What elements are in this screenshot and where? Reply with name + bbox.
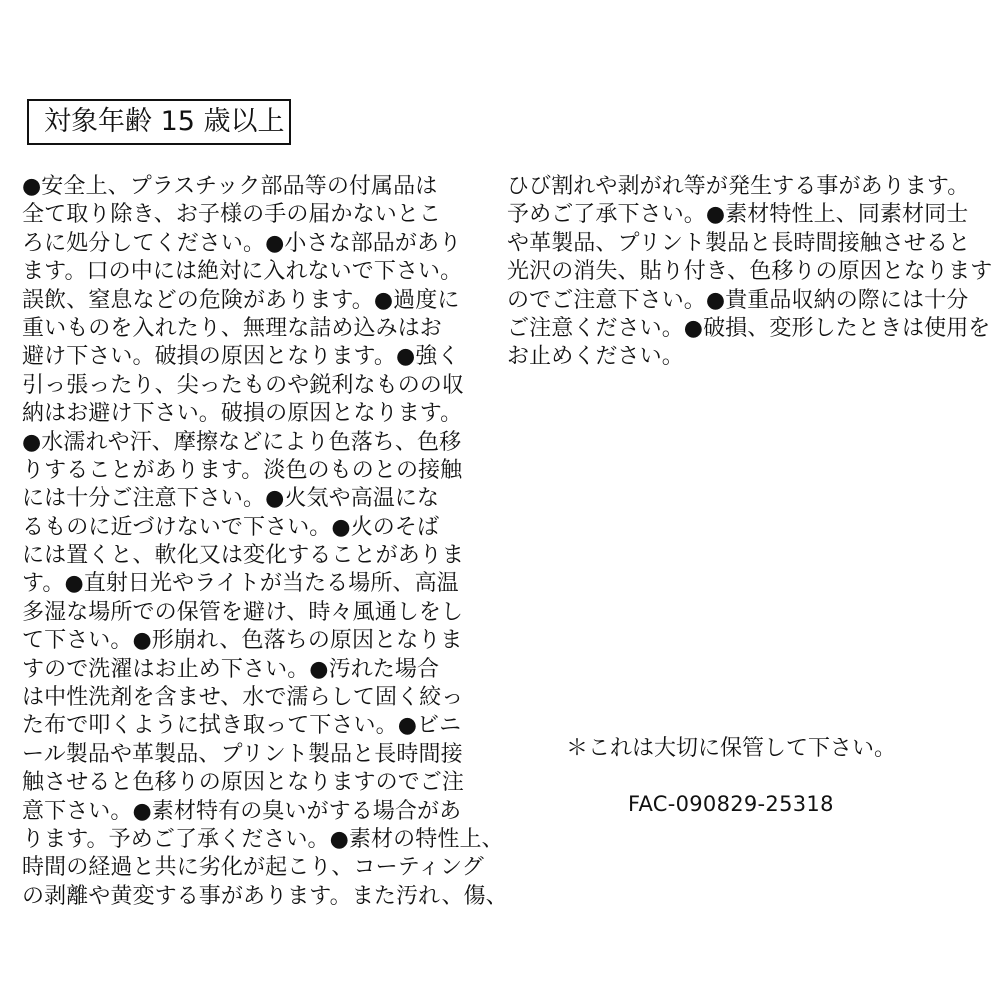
caution-line: の剥離や黄変する事があります。また汚れ、傷、 — [22, 883, 508, 909]
caution-line: 意下さい。●素材特有の臭いがする場合があ — [22, 798, 462, 824]
caution-line: 避け下さい。破損の原因となります。●強く — [22, 344, 460, 370]
caution-line: 予めご了承下さい。●素材特性上、同素材同士 — [507, 202, 969, 228]
caution-line: す。●直射日光やライトが当たる場所、高温 — [22, 571, 459, 597]
caution-text-left-column — [22, 173, 508, 911]
caution-line: ます。口の中には絶対に入れないで下さい。 — [22, 259, 463, 285]
caution-line: お止めください。 — [507, 344, 684, 370]
caution-line: 引っ張ったり、尖ったものや鋭利なものの収 — [22, 372, 465, 398]
caution-line: は中性洗剤を含ませ、水で濡らして固く絞っ — [22, 685, 464, 711]
product-code: FAC-090829-25318 — [628, 792, 834, 816]
caution-line: ●水濡れや汗、摩擦などにより色落ち、色移 — [22, 429, 462, 455]
caution-line: 光沢の消失、貼り付き、色移りの原因となります — [507, 259, 993, 285]
caution-line: ご注意ください。●破損、変形したときは使用を — [507, 315, 991, 341]
caution-line: ひび割れや剥がれ等が発生する事があります。 — [507, 174, 970, 199]
caution-line: 全て取り除き、お子様の手の届かないとこ — [22, 202, 442, 228]
caution-line: や革製品、プリント製品と長時間接触させると — [507, 230, 971, 256]
caution-line: 納はお避け下さい。破損の原因となります。 — [22, 401, 463, 427]
caution-line: ール製品や革製品、プリント製品と長時間接 — [22, 741, 463, 767]
caution-line: のでご注意下さい。●貴重品収納の際には十分 — [507, 287, 969, 313]
keep-notice: ＊これは大切に保管して下さい。 — [566, 736, 897, 761]
age-rating-label: 対象年齢 15 歳以上 — [44, 106, 285, 137]
caution-line: 触させると色移りの原因となりますのでご注 — [22, 770, 465, 796]
caution-line: た布で叩くように拭き取って下さい。●ビニ — [22, 713, 462, 739]
caution-line: には十分ご注意下さい。●火気や高温にな — [22, 486, 440, 512]
caution-line: 誤飲、窒息などの危険があります。●過度に — [22, 287, 460, 313]
caution-line: ●安全上、プラスチック部品等の付属品は — [22, 174, 438, 199]
caution-line: すので洗濯はお止め下さい。●汚れた場合 — [22, 656, 440, 682]
caution-line: 多湿な場所での保管を避け、時々風通しをし — [22, 599, 464, 625]
caution-line: ろに処分してください。●小さな部品があり — [22, 230, 462, 256]
age-rating-box — [27, 99, 291, 145]
caution-line: りすることがあります。淡色のものとの接触 — [22, 457, 463, 483]
caution-line: ります。予めご了承ください。●素材の特性上、 — [22, 826, 504, 852]
caution-text-right-column — [507, 173, 992, 372]
caution-line: るものに近づけないで下さい。●火のそば — [22, 514, 440, 540]
caution-line: 時間の経過と共に劣化が起こり、コーティング — [22, 855, 484, 881]
caution-line: には置くと、軟化又は変化することがありま — [22, 543, 465, 569]
caution-line: て下さい。●形崩れ、色落ちの原因となりま — [22, 628, 463, 654]
caution-line: 重いものを入れたり、無理な詰め込みはお — [22, 315, 442, 341]
